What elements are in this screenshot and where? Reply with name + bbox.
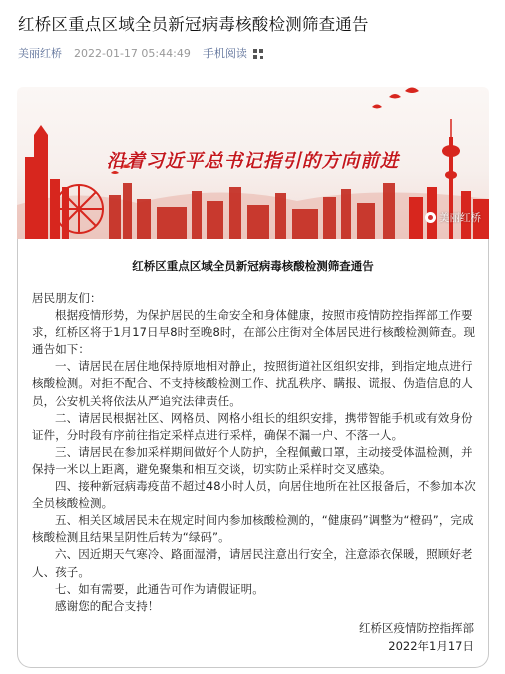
- wechat-logo-icon: [425, 212, 436, 223]
- notice-paragraph: 二、请居民根据社区、网格员、网格小组长的组织安排，携带智能手机或有效身份证件，分时段有序前往指定采样点进行采样，确保不漏一户、不落一人。: [32, 410, 473, 442]
- mobile-read-link[interactable]: 手机阅读: [202, 47, 247, 60]
- notice-paragraph: 三、请居民在参加采样期间做好个人防护，全程佩戴口罩，主动接受体温检测，并保持一米以上距离，避免聚集和相互交谈，切实防止采样时交叉感染。: [32, 444, 473, 476]
- article-title: 红桥区重点区域全员新冠病毒核酸检测筛查通告: [18, 15, 369, 34]
- account-name-link[interactable]: 美丽红桥: [18, 47, 62, 60]
- notice-thanks: 感谢您的配合支持！: [55, 598, 160, 613]
- notice-date: 2022年1月17日: [388, 639, 474, 653]
- notice-greeting: 居民朋友们：: [32, 291, 102, 305]
- notice-paragraph: 七、如有需要，此通告可作为请假证明。: [55, 581, 264, 596]
- notice-image: [17, 239, 489, 668]
- notice-paragraph: 根据疫情形势，为保护居民的生命安全和身体健康，按照市疫情防控指挥部工作要求，红桥区将于1月17日早8时至晚8时，在部公庄街对全体居民进行核酸检测筛查。现通告如下：: [32, 308, 476, 357]
- notice-paragraph: 五、相关区域居民未在规定时间内参加核酸检测的，“健康码”调整为“橙码”，完成核酸检测且结果呈阴性后转为“绿码”。: [32, 513, 474, 545]
- watermark-text: 美丽红桥: [439, 212, 481, 224]
- notice-body: [32, 290, 476, 615]
- qr-code-icon[interactable]: [253, 49, 263, 59]
- publish-time: 2022-01-17 05:44:49: [74, 47, 191, 60]
- notice-paragraph: 一、请居民在居住地保持原地相对静止，按照街道社区组织安排，到指定地点进行核酸检测。对拒不配合、不支持核酸检测工作、扰乱秩序、瞒报、谎报、伪造信息的人员，公安机关将依法从严追究法律责任。: [32, 359, 473, 408]
- notice-signature: [359, 619, 474, 655]
- banner-image: [17, 87, 489, 239]
- article-meta: [18, 47, 263, 61]
- banner-slogan: 沿着习近平总书记指引的方向前进: [106, 151, 400, 172]
- notice-title: 红桥区重点区域全员新冠病毒核酸检测筛查通告: [132, 259, 374, 273]
- notice-paragraph: 四、接种新冠病毒疫苗不超过48小时人员，向居住地所在社区报备后，不参加本次全员核酸检测。: [32, 479, 476, 511]
- notice-issuer: 红桥区疫情防控指挥部: [359, 621, 474, 635]
- banner-watermark: [425, 210, 481, 225]
- notice-paragraph: 六、因近期天气寒冷、路面湿滑，请居民注意出行安全，注意添衣保暖，照顾好老人、孩子。: [32, 547, 473, 579]
